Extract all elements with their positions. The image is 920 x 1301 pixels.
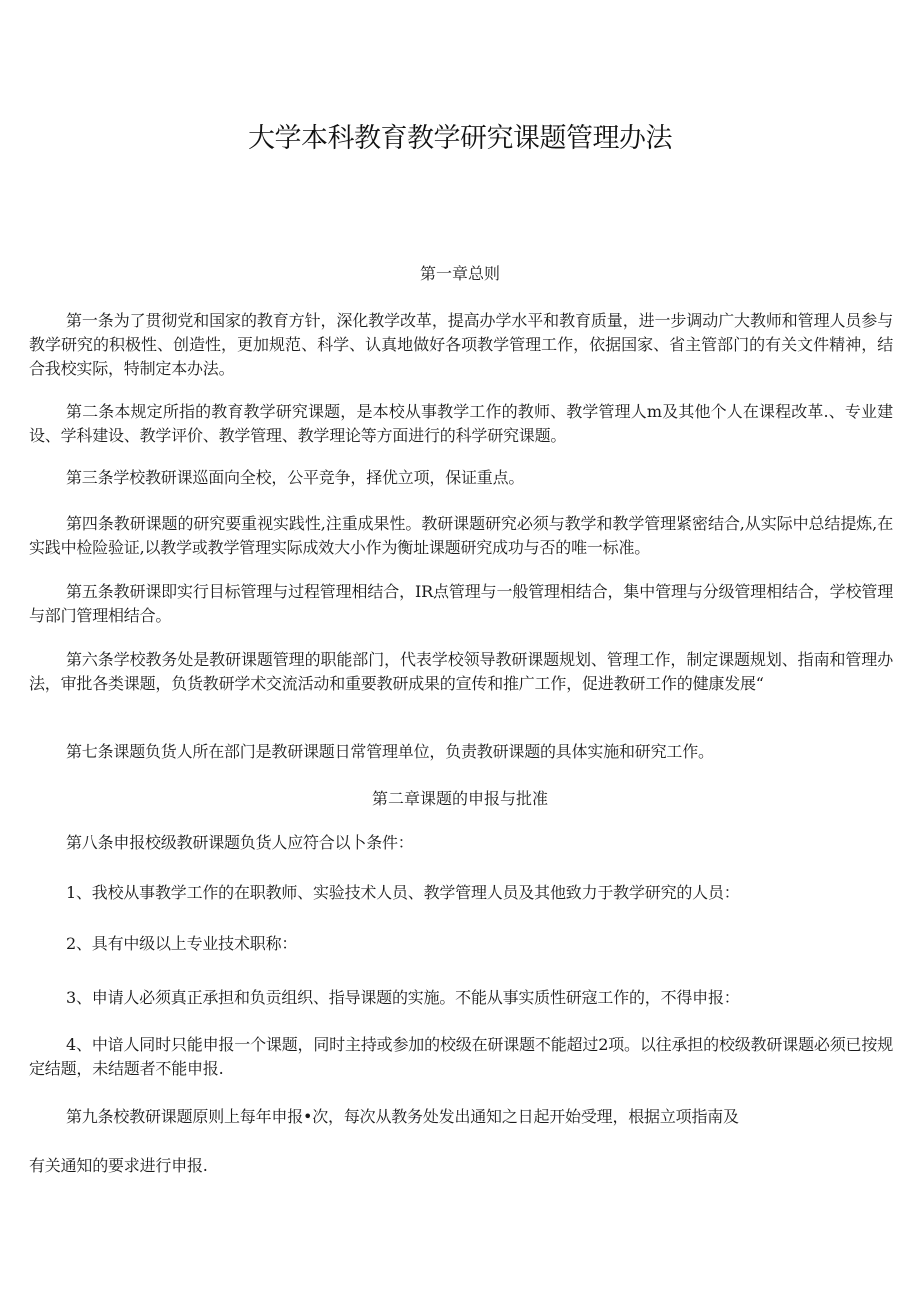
article-4: 第四条教研课题的研究要重视实践性,注重成果性。教研课题研究必须与教学和教学管理紧密结合,从实际中总结提炼,在实践中检险验证,以教学或教学管理实际成效大小作为衡址课题研究成功与否的唯一标准。: [29, 514, 893, 557]
article-2: 第二条本规定所指的教育教学研究课题，是本校从事教学工作的教师、教学管理人m及其他个人在课程改革.、专业建设、学科建设、教学评价、教学管理、教学理论等方面进行的科学研究课题。: [29, 402, 893, 445]
condition-4: 4、中谙人同时只能申报一个课题，同时主持或参加的校级在研课题不能超过2项。以往承担的校级教研课题必须已按规定结题，未结题者不能申报.: [29, 1035, 893, 1078]
chapter-2-heading: 第二章课题的申报与批准: [371, 789, 548, 808]
condition-2: 2、具有中级以上专业技术职称：: [66, 934, 298, 953]
article-9-line-1: 第九条校教研课题原则上每年申报•次，每次从教务处发出通知之日起开始受理，根据立项指南及: [66, 1107, 739, 1126]
document-title: 大学本科教育教学研究课题管理办法: [248, 123, 672, 154]
article-7: 第七条课题负货人所在部门是教研课题日常管理单位，负责教研课题的具体实施和研究工作。: [66, 742, 714, 761]
article-3: 第三条学校教研课巡面向全校，公平竞争，择优立项，保证重点。: [66, 468, 525, 487]
chapter-1-heading: 第一章总则: [419, 264, 500, 283]
condition-1: 1、我校从事教学工作的在职教师、实验技术人员、教学管理人员及其他致力于教学研究的人员：: [66, 883, 740, 902]
article-1: 第一条为了贯彻党和国家的教育方针，深化教学改革，提高办学水平和教育质量，进一步调动广大教师和管理人员参与教学研究的积极性、创造性，更加规范、科学、认真地做好各项教学管理工作，依据国家、省主管部门的有关文件精神，结合我校实际，特制定本办法。: [29, 311, 893, 378]
article-9-line-2: 有关通知的要求进行申报.: [29, 1156, 208, 1175]
condition-3: 3、申请人必须真正承担和负贡组织、指导课题的实施。不能从事实质性研寇工作的，不得申报：: [66, 988, 740, 1007]
article-5: 第五条教研课即实行目标管理与过程管理相结合，IR点管理与一般管理相结合，集中管理与分级管理相结合，学校管理与部门管理相结合。: [29, 582, 893, 625]
article-6: 第六条学校教务处是教研课题管理的职能部门，代表学校领导教研课题规划、管理工作，制定课题规划、指南和管理办法，审批各类课题，负货教研学术交流活动和重要教研成果的宣传和推广工作，促进教研工作的健康发展“: [29, 650, 893, 693]
article-8: 第八条申报校级教研课题负货人应符合以卜条件：: [66, 833, 414, 852]
